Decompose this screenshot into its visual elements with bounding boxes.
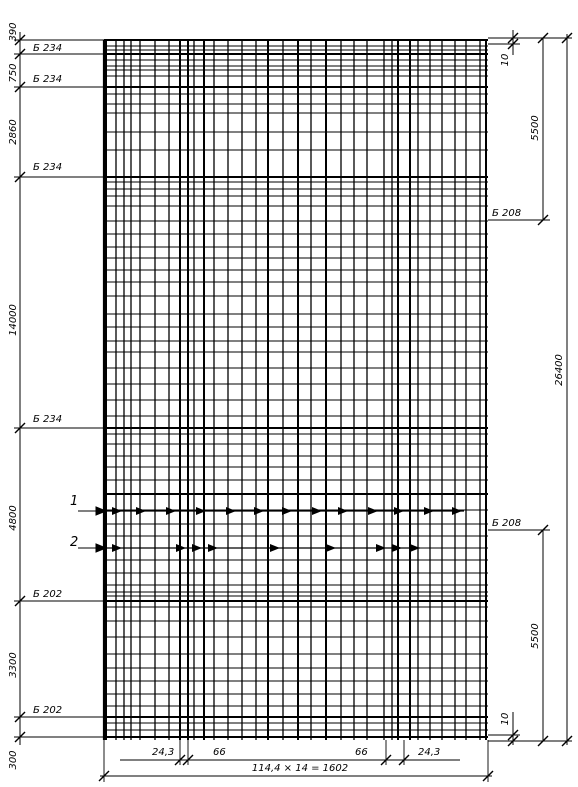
dim-24-3-left: 24,3 [152,747,175,758]
dim-4800: 4800 [8,505,19,531]
dim-3300: 3300 [8,652,19,678]
dim-300: 300 [8,750,19,770]
dim-66-right: 66 [355,747,368,758]
position-1-arrow [112,507,122,515]
dim-10-top: 10 [500,53,511,67]
position-2-arrow [270,544,280,552]
dim-26400: 26400 [554,354,565,386]
position-1-arrow [368,507,378,515]
label-b234-1: Б 234 [33,43,63,54]
label-b202-2: Б 202 [33,705,63,716]
dim-5500-top: 5500 [530,115,541,141]
position-1-arrow [226,507,236,515]
dim-10-bottom: 10 [500,712,511,726]
label-b234-4: Б 234 [33,414,63,425]
position-1-arrow [166,507,176,515]
position-1-arrow [452,507,462,515]
position-2-arrow [112,544,122,552]
label-b202-1: Б 202 [33,589,63,600]
label-b208-bottom: Б 208 [492,518,522,529]
dim-24-3-right: 24,3 [418,747,441,758]
dim-5500-bottom: 5500 [530,623,541,649]
dim-390: 390 [8,22,19,42]
label-b234-3: Б 234 [33,162,63,173]
position-1-arrow [136,507,146,515]
position-2-arrow [192,544,202,552]
position-1-arrow [254,507,264,515]
left-extension-lines [14,40,104,737]
position-1-arrow [424,507,434,515]
position-1-arrow [282,507,292,515]
dim-total: 114,4 × 14 = 1602 [251,763,349,774]
dim-750: 750 [8,63,19,83]
label-b234-2: Б 234 [33,74,63,85]
position-2-arrow [326,544,336,552]
dim-2860: 2860 [8,119,19,145]
position-2-arrow [208,544,218,552]
dim-66-left: 66 [213,747,226,758]
position-1-arrow [338,507,348,515]
position-mark-2: 2 [70,535,79,550]
label-b208-top: Б 208 [492,208,522,219]
position-1-arrow [312,507,322,515]
mesh-grid [104,40,488,740]
position-mark-1: 1 [70,494,79,509]
dim-14000: 14000 [8,304,19,336]
